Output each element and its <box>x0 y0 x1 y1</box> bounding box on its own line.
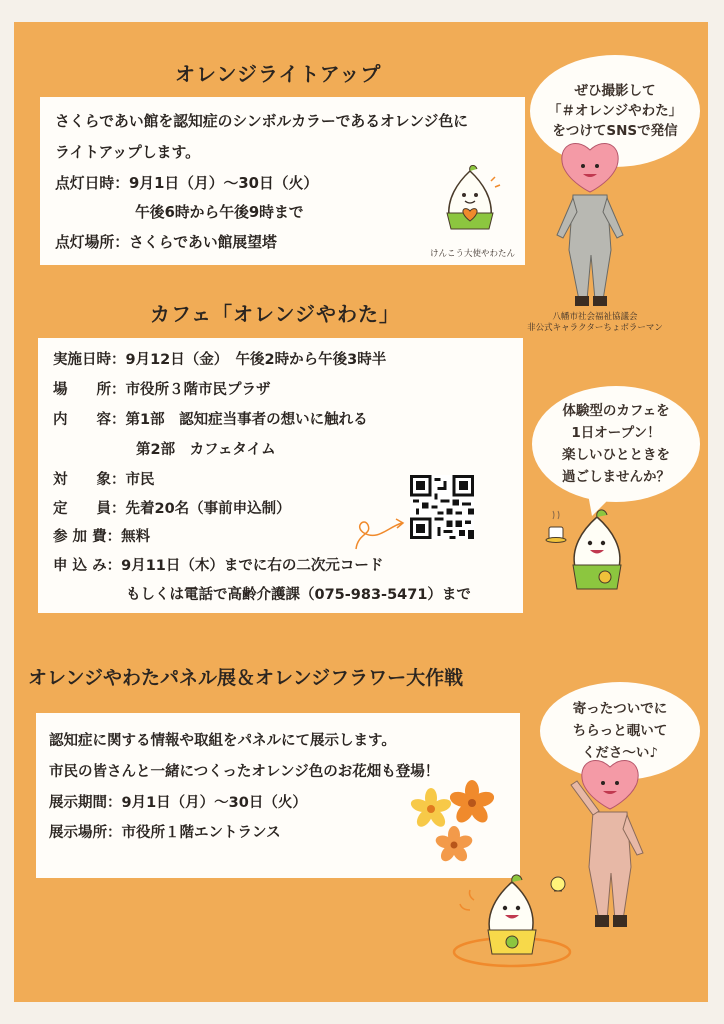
bubble-cafe-line1: 体験型のカフェを <box>562 403 670 419</box>
bubble-cafe-line2: 1日オープン！ <box>571 425 661 441</box>
cafe-row-label: 定 員： <box>53 501 126 517</box>
choboraman-character-grey <box>545 140 635 310</box>
light-up-datetime: 点灯日時：9月1日（月）〜30日（火） <box>55 175 319 192</box>
bubble-visit-line1: 寄ったついでに <box>572 701 668 717</box>
cafe-row-value: 9月12日（金） 午後2時から午後3時半 <box>125 352 387 368</box>
panel-desc-line1: 認知症に関する情報や取組をパネルにて展示します。 <box>49 733 396 749</box>
cafe-row-date <box>53 348 386 369</box>
cafe-info-box <box>38 338 523 613</box>
cafe-row-label: 場 所： <box>53 382 126 398</box>
orange-flowers-illustration <box>406 779 506 874</box>
section-title-light-up: オレンジライトアップ <box>175 62 382 86</box>
cafe-row-value: 第2部 カフェタイム <box>136 442 276 458</box>
light-up-desc-line2: ライトアップします。 <box>55 144 200 161</box>
cafe-row-apply <box>53 554 383 575</box>
bubble-cafe-line4: 過ごしませんか？ <box>562 469 670 485</box>
panel-info-box <box>36 713 520 878</box>
bubble-sns-line2: 「＃オレンジやわた」 <box>547 103 683 119</box>
cafe-row-label: 実施日時： <box>53 352 126 368</box>
choboraman-caption-line2: 非公式キャラクターちょボラーマン <box>527 323 663 333</box>
cafe-row-value: 先着20名（事前申込制） <box>125 501 291 517</box>
cafe-row-label: 参 加 費： <box>53 529 122 545</box>
cafe-row-place <box>53 378 271 399</box>
yawatan-caption: けんこう大使やわたん <box>430 249 516 259</box>
light-up-desc-line1: さくらであい館を認知症のシンボルカラーであるオレンジ色に <box>55 113 469 130</box>
bubble-cafe-line3: 楽しいひとときを <box>562 447 670 463</box>
cafe-row-value: 第1部 認知症当事者の想いに触れる <box>125 412 368 428</box>
cafe-row-value: 無料 <box>121 529 151 545</box>
bubble-visit-line3: くださ〜い♪ <box>581 745 659 761</box>
cafe-row-fee <box>53 525 150 546</box>
panel-location: 展示場所：市役所１階エントランス <box>49 825 281 841</box>
cafe-row-content-part2 <box>136 438 276 459</box>
yawatan-mascot-illustration <box>435 165 505 243</box>
cafe-row-value: もしくは電話で高齢介護課（075-983-5471）まで <box>126 587 471 603</box>
choboraman-caption-line1: 八幡市社会福祉協議会 <box>552 312 638 322</box>
cafe-row-label: 内 容： <box>53 412 126 428</box>
bubble-sns-line1: ぜひ撮影して <box>574 83 656 99</box>
choboraman-caption <box>520 312 670 334</box>
cafe-row-apply-phone <box>126 583 471 604</box>
cafe-row-label: 申 込 み： <box>53 558 122 574</box>
arrow-doodle-icon <box>348 513 408 553</box>
cafe-row-value: 市民 <box>125 472 155 488</box>
bubble-sns-line3: をつけてSNSで発信 <box>552 123 678 139</box>
bubble-visit-line2: ちらっと覗いて <box>572 723 668 739</box>
cafe-row-label: 対 象： <box>53 472 126 488</box>
qr-code[interactable] <box>410 475 474 539</box>
cafe-row-value: 9月11日（木）までに右の二次元コード <box>121 558 384 574</box>
section-title-cafe: カフェ「オレンジやわた」 <box>150 302 400 326</box>
speech-bubble-cafe <box>532 386 700 502</box>
panel-desc-line2: 市民の皆さんと一緒につくったオレンジ色のお花畑も登場！ <box>49 764 440 780</box>
cafe-row-target <box>53 468 155 489</box>
yawatan-idea-illustration <box>450 870 580 980</box>
section-title-panel: オレンジやわたパネル展＆オレンジフラワー大作戦 <box>28 667 464 689</box>
panel-period: 展示期間：9月1日（月）〜30日（火） <box>49 795 307 811</box>
light-up-location: 点灯場所：さくらであい館展望塔 <box>55 234 277 251</box>
cafe-row-capacity <box>53 497 291 518</box>
cafe-row-content <box>53 408 368 429</box>
yawatan-coffee-illustration <box>545 505 645 605</box>
light-up-info-box <box>40 97 525 265</box>
light-up-time: 午後6時から午後9時まで <box>135 204 304 221</box>
cafe-row-value: 市役所３階市民プラザ <box>125 382 271 398</box>
